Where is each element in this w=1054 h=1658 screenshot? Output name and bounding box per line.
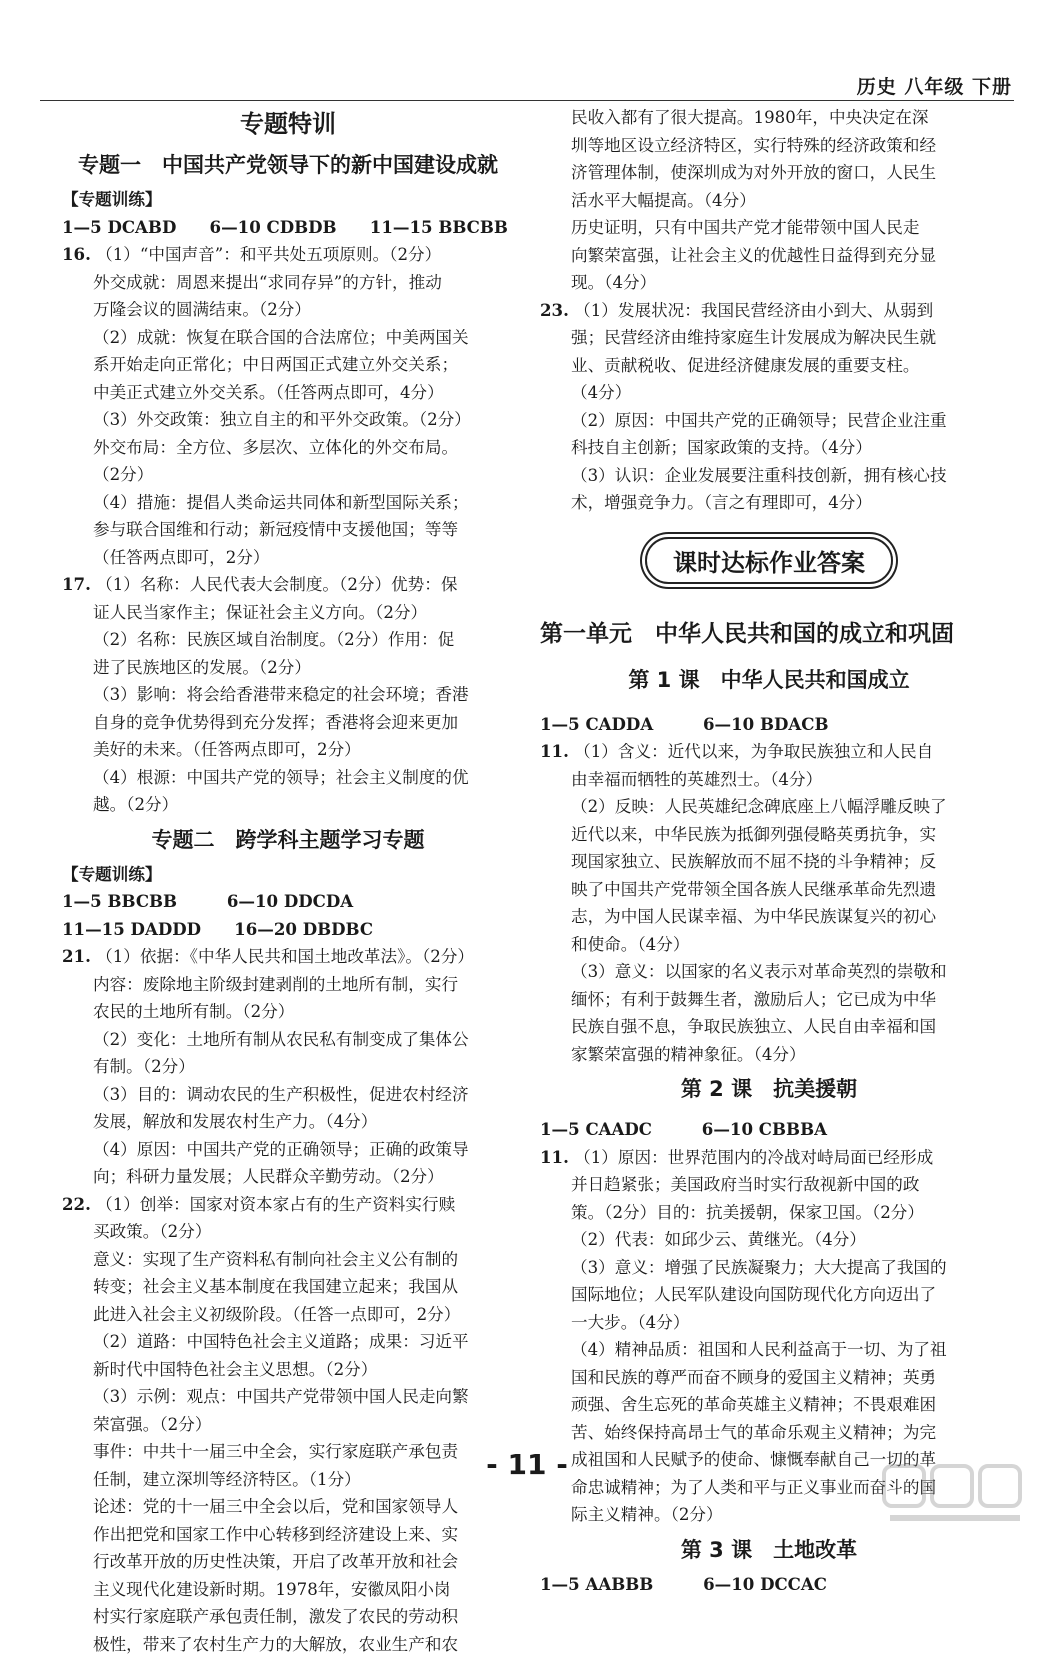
q23-line: 科技自主创新；国家政策的支持。（4分） (540, 434, 998, 462)
lesson2-title: 第 2 课 抗美援朝 (540, 1068, 998, 1110)
l2-q11-line: 成祖国和人民赋予的使命、慷慨奉献自己一切的革 (540, 1446, 998, 1474)
q23-line: （4分） (540, 379, 998, 407)
q17-line: 自身的竞争优势得到充分发挥；香港将会迎来更加 (62, 709, 514, 737)
l2-q11-line: （3）意义：增强了民族凝聚力；大大提高了我国的 (540, 1254, 998, 1282)
q16-line: （2分） (62, 461, 514, 489)
q16-line: 参与联合国维和行动；新冠疫情中支援他国；等等 (62, 516, 514, 544)
l2-q11-line: 11. （1）原因：世界范围内的冷战对峙局面已经形成 (540, 1144, 998, 1172)
q16-line: 外交成就：周恩来提出“求同存异”的方针，推动 (62, 269, 514, 297)
topic2-mc-answers: 1—5 BBCBB 6—10 DDCDA (62, 888, 514, 916)
lesson3-mc-answers: 1—5 AABBB 6—10 DCCAC (540, 1571, 998, 1599)
q22-line: （2）道路：中国特色社会主义道路；成果：习近平 (62, 1328, 514, 1356)
q23-line: 术，增强竞争力。（言之有理即可，4分） (540, 489, 998, 517)
q16-line: 系开始走向正常化；中日两国正式建立外交关系； (62, 351, 514, 379)
q22-line: 转变；社会主义基本制度在我国建立起来；我国从 (62, 1273, 514, 1301)
l2-q11-line: 顽强、舍生忘死的革命英雄主义精神；不畏艰难困 (540, 1391, 998, 1419)
q21-line: （4）原因：中国共产党的正确领导；正确的政策导 (62, 1136, 514, 1164)
q17-line: 越。（2分） (62, 791, 514, 819)
q17-line: （3）影响：将会给香港带来稳定的社会环境；香港 (62, 681, 514, 709)
lesson2-mc-answers: 1—5 CAADC 6—10 CBBBA (540, 1116, 998, 1144)
lesson1-title: 第 1 课 中华人民共和国成立 (540, 659, 998, 701)
q22-line: 此进入社会主义初级阶段。（任答一点即可，2分） (62, 1301, 514, 1329)
q16-line: 中美正式建立外交关系。（任答两点即可，4分） (62, 379, 514, 407)
lesson3-title: 第 3 课 土地改革 (540, 1529, 998, 1571)
l2-q11-line: （4）精神品质：祖国和人民利益高于一切、为了祖 (540, 1336, 998, 1364)
q22-cont-line: 活水平大幅提高。（4分） (540, 187, 998, 215)
l2-q11-line: 命忠诚精神；为了人类和平与正义事业而奋斗的国 (540, 1474, 998, 1502)
q22-line: 村实行家庭联产承包责任制，激发了农民的劳动积 (62, 1603, 514, 1631)
q22-line: 荣富强。（2分） (62, 1411, 514, 1439)
l1-q11-line: 现国家独立、民族解放而不屈不挠的斗争精神；反 (540, 848, 998, 876)
answer-section-badge-wrap (540, 529, 998, 609)
q22-line: 极性，带来了农村生产力的大解放，农业生产和农 (62, 1631, 514, 1658)
l1-q11-line: 由幸福而牺牲的英雄烈士。（4分） (540, 766, 998, 794)
answer-section-badge: 课时达标作业答案 (645, 537, 893, 584)
q16-line: （3）外交政策：独立自主的和平外交政策。（2分） (62, 406, 514, 434)
q22-cont-line: 济管理体制，使深圳成为对外开放的窗口，人民生 (540, 159, 998, 187)
q16-line: 16. （1）“中国声音”：和平共处五项原则。（2分） (62, 241, 514, 269)
l2-q11-line: 苦、始终保持高昂士气的革命乐观主义精神；为完 (540, 1419, 998, 1447)
q23-line: 强；民营经济由维持家庭生计发展成为解决民生就 (540, 324, 998, 352)
page-header: 历史 八年级 下册 (857, 72, 1012, 99)
l2-q11-line: 一大步。（4分） (540, 1309, 998, 1337)
section-title: 专题特训 (62, 104, 514, 144)
q16-line: （2）成就：恢复在联合国的合法席位；中美两国关 (62, 324, 514, 352)
q17-line: 进了民族地区的发展。（2分） (62, 654, 514, 682)
q22-cont-line: 民收入都有了很大提高。1980年，中央决定在深 (540, 104, 998, 132)
l1-q11-line: 缅怀；有利于鼓舞生者，激励后人；它已成为中华 (540, 986, 998, 1014)
l2-q11-line: 际主义精神。（2分） (540, 1501, 998, 1529)
q23-line: 业、贡献税收、促进经济健康发展的重要支柱。 (540, 352, 998, 380)
lesson1-mc-answers: 1—5 CADDA 6—10 BDACB (540, 711, 998, 739)
q17-line: 17. （1）名称：人民代表大会制度。（2分）优势：保 (62, 571, 514, 599)
l1-q11-line: 和使命。（4分） (540, 931, 998, 959)
q22-cont-line: 向繁荣富强，让社会主义的优越性日益得到充分显 (540, 242, 998, 270)
training-label: 【专题训练】 (62, 186, 514, 214)
topic2-mc-answers: 11—15 DADDD 16—20 DBDBC (62, 916, 514, 944)
q22-line: 事件：中共十一届三中全会，实行家庭联产承包责 (62, 1438, 514, 1466)
l2-q11-line: 并日趋紧张；美国政府当时实行敌视新中国的政 (540, 1171, 998, 1199)
q21-line: 农民的土地所有制。（2分） (62, 998, 514, 1026)
l1-q11-line: 映了中国共产党带领全国各族人民继承革命先烈遗 (540, 876, 998, 904)
q16-line: 外交布局：全方位、多层次、立体化的外交布局。 (62, 434, 514, 462)
q22-cont-line: 历史证明，只有中国共产党才能带领中国人民走 (540, 214, 998, 242)
q23-line: （2）原因：中国共产党的正确领导；民营企业注重 (540, 407, 998, 435)
l1-q11-line: 家繁荣富强的精神象征。（4分） (540, 1041, 998, 1069)
l2-q11-line: 国际地位；人民军队建设向国防现代化方向迈出了 (540, 1281, 998, 1309)
q21-line: 21. （1）依据：《中华人民共和国土地改革法》。（2分） (62, 943, 514, 971)
q22-line: 意义：实现了生产资料私有制向社会主义公有制的 (62, 1246, 514, 1274)
q22-line: 22. （1）创举：国家对资本家占有的生产资料实行赎 (62, 1191, 514, 1219)
q22-line: 买政策。（2分） (62, 1218, 514, 1246)
q17-line: 证人民当家作主；保证社会主义方向。（2分） (62, 599, 514, 627)
q17-line: （2）名称：民族区域自治制度。（2分）作用：促 (62, 626, 514, 654)
left-column (62, 104, 514, 1658)
q22-line: 主义现代化建设新时期。1978年，安徽凤阳小岗 (62, 1576, 514, 1604)
q22-line: 作出把党和国家工作中心转移到经济建设上来、实 (62, 1521, 514, 1549)
l2-q11-line: 策。（2分）目的：抗美援朝，保家卫国。（2分） (540, 1199, 998, 1227)
q16-line: （4）措施：提倡人类命运共同体和新型国际关系； (62, 489, 514, 517)
training-label: 【专题训练】 (62, 861, 514, 889)
q22-line: 行改革开放的历史性决策，开启了改革开放和社会 (62, 1548, 514, 1576)
q21-line: 有制。（2分） (62, 1053, 514, 1081)
q21-line: （2）变化：土地所有制从农民私有制变成了集体公 (62, 1026, 514, 1054)
header-divider (40, 100, 1014, 101)
l1-q11-line: 志，为中国人民谋幸福、为中华民族谋复兴的初心 (540, 903, 998, 931)
q21-line: 向；科研力量发展；人民群众辛勤劳动。（2分） (62, 1163, 514, 1191)
q22-line: 新时代中国特色社会主义思想。（2分） (62, 1356, 514, 1384)
topic1-title: 专题一 中国共产党领导下的新中国建设成就 (62, 144, 514, 186)
q22-line: （3）示例：观点：中国共产党带领中国人民走向繁 (62, 1383, 514, 1411)
q21-line: 内容：废除地主阶级封建剥削的土地所有制，实行 (62, 971, 514, 999)
q16-line: 万隆会议的圆满结束。（2分） (62, 296, 514, 324)
l1-q11-line: 11. （1）含义：近代以来，为争取民族独立和人民自 (540, 738, 998, 766)
q22-line: 任制，建立深圳等经济特区。（1分） (62, 1466, 514, 1494)
l1-q11-line: 近代以来，中华民族为抵御列强侵略英勇抗争，实 (540, 821, 998, 849)
q17-line: （4）根源：中国共产党的领导；社会主义制度的优 (62, 764, 514, 792)
q16-line: （任答两点即可，2分） (62, 544, 514, 572)
l2-q11-line: （2）代表：如邱少云、黄继光。（4分） (540, 1226, 998, 1254)
right-column (540, 104, 998, 1598)
watermark-logo-icon (880, 1460, 1030, 1530)
q23-line: （3）认识：企业发展要注重科技创新，拥有核心技 (540, 462, 998, 490)
q17-line: 美好的未来。（任答两点即可，2分） (62, 736, 514, 764)
q21-line: 发展，解放和发展农村生产力。（4分） (62, 1108, 514, 1136)
l1-q11-line: （3）意义：以国家的名义表示对革命英烈的崇敬和 (540, 958, 998, 986)
q22-cont-line: 圳等地区设立经济特区，实行特殊的经济政策和经 (540, 132, 998, 160)
q23-line: 23. （1）发展状况：我国民营经济由小到大、从弱到 (540, 297, 998, 325)
unit1-title: 第一单元 中华人民共和国的成立和巩固 (540, 609, 998, 659)
topic2-title: 专题二 跨学科主题学习专题 (62, 819, 514, 861)
q22-line: 论述：党的十一届三中全会以后，党和国家领导人 (62, 1493, 514, 1521)
page-number: - 11 - (0, 1448, 1054, 1481)
l1-q11-line: （2）反映：人民英雄纪念碑底座上八幅浮雕反映了 (540, 793, 998, 821)
l1-q11-line: 民族自强不息，争取民族独立、人民自由幸福和国 (540, 1013, 998, 1041)
topic1-mc-answers: 1—5 DCABD 6—10 CDBDB 11—15 BBCBB (62, 214, 514, 242)
l2-q11-line: 国和民族的尊严而奋不顾身的爱国主义精神；英勇 (540, 1364, 998, 1392)
q22-cont-line: 现。（4分） (540, 269, 998, 297)
q21-line: （3）目的：调动农民的生产积极性，促进农村经济 (62, 1081, 514, 1109)
